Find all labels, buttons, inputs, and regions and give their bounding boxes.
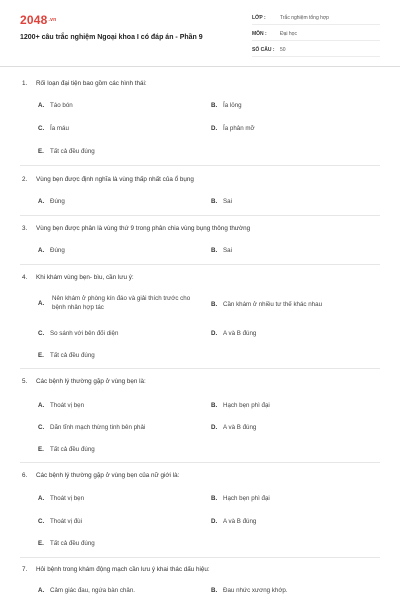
meta-value: Đại học [280,31,297,37]
option-b[interactable]: B. Cần khám ở nhiều tư thế khác nhau [211,301,323,308]
option-d[interactable]: D. A và B đúng [211,518,257,525]
option-b[interactable]: B. Ỉa lỏng [211,102,242,109]
question-divider [20,165,380,166]
option-c[interactable]: C. So sánh với bên đối diện [38,330,119,337]
option-e[interactable]: E. Tất cả đều đúng [38,148,95,155]
meta-info [252,12,380,60]
option-a[interactable]: A. Táo bón [38,102,73,109]
option-b[interactable]: B. Đau nhức xương khớp. [211,587,288,594]
option-a[interactable]: A. Đúng [38,198,65,205]
page-header [0,0,400,66]
meta-label: MÔN : [252,31,267,37]
page-title: 1200+ câu trắc nghiệm Ngoại khoa I có đáp án - Phần 9 [20,34,203,41]
question-divider [20,368,380,369]
question-divider [20,215,380,216]
option-d[interactable]: D. Ỉa phân mỡ [211,125,255,132]
option-a[interactable]: A. Nên khám ở phòng kín đáo và giải thích trước cho bệnh nhân hợp tác [38,295,191,311]
option-a[interactable]: A. Đúng [38,247,65,254]
option-b[interactable]: B. Hạch bẹn phì đại [211,402,270,409]
question-text: 6. Các bệnh lý thường gặp ở vùng bẹn của nữ giới là: [22,472,180,479]
option-d[interactable]: D. A và B đúng [211,424,257,431]
question-text: 1. Rối loạn đại tiện bao gồm các hình thái: [22,80,147,87]
question-text: 3. Vùng bẹn được phân là vùng thứ 9 trong phân chia vùng bụng thông thường [22,225,251,232]
meta-row-subject [252,28,380,41]
option-e[interactable]: E. Tất cả đều đúng [38,446,95,453]
site-logo[interactable] [20,13,56,27]
question-divider [20,264,380,265]
header-divider [0,66,400,67]
question-text: 7. Hỏi bệnh trong khám động mạch cần lưu ý khai thác dấu hiệu: [22,566,210,573]
question-text: 5. Các bệnh lý thường gặp ở vùng bẹn là: [22,378,146,385]
question-text: 2. Vùng bẹn được định nghĩa là vùng thấp nhất của ổ bụng [22,176,194,183]
logo-tld: .vn [48,17,57,23]
option-d[interactable]: D. A và B đúng [211,330,257,337]
meta-label: LỚP : [252,15,266,21]
question-text: 4. Khi khám vùng bẹn- bìu, cần lưu ý: [22,274,134,281]
option-e[interactable]: E. Tất cả đều đúng [38,540,95,547]
option-a[interactable]: A. Thoát vị bẹn [38,495,85,502]
question-divider [20,557,380,558]
meta-value: Trắc nghiệm tổng hợp [280,15,329,21]
option-c[interactable]: C. Thoát vị đùi [38,518,82,525]
meta-row-count [252,44,380,57]
meta-value: 50 [280,47,286,53]
option-c[interactable]: C. Ỉa máu [38,125,69,132]
option-e[interactable]: E. Tất cả đều đúng [38,352,95,359]
meta-label: SỐ CÂU : [252,47,275,53]
option-a[interactable]: A. Cảm giác đau, ngứa bàn chân. [38,587,135,594]
question-divider [20,462,380,463]
option-b[interactable]: B. Hạch bẹn phì đại [211,495,270,502]
option-a[interactable]: A. Thoát vị bẹn [38,402,85,409]
logo-text: 2048 [20,13,48,27]
option-b[interactable]: B. Sai [211,247,232,254]
option-b[interactable]: B. Sai [211,198,232,205]
meta-row-class [252,12,380,25]
option-c[interactable]: C. Dãn tĩnh mạch thừng tinh bên phải [38,424,146,431]
